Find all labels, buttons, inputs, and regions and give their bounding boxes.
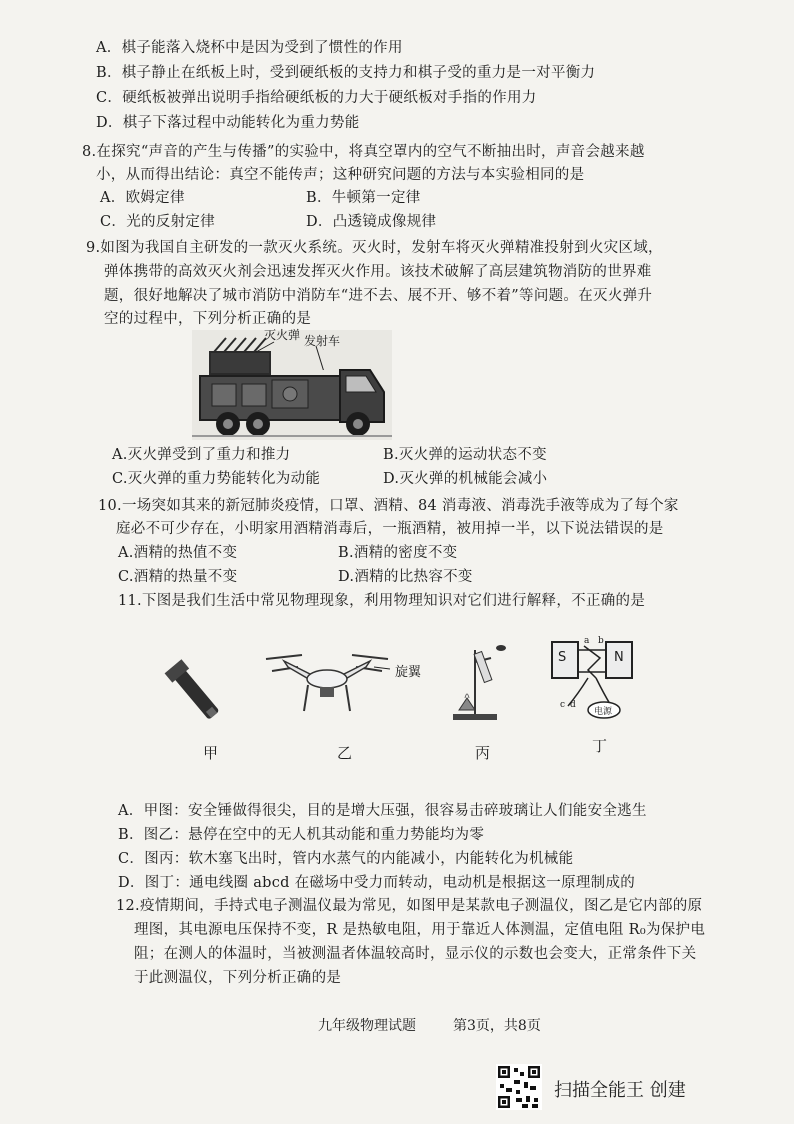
label-north-pole: N (614, 650, 624, 665)
q8-option-d: D．凸透镜成像规律 (306, 214, 437, 230)
fig-label-jia: 甲 (203, 744, 219, 762)
q11-option-b: B．图乙：悬停在空中的无人机其动能和重力势能均为零 (118, 827, 485, 843)
q9-stem-line1: 9.如图为我国自主研发的一款灭火系统。灭火时，发射车将灭火弹精准投射到火灾区域， (86, 240, 663, 256)
safety-hammer-figure (160, 655, 230, 727)
q10-option-c: C.酒精的热量不变 (118, 569, 238, 585)
q9-option-c: C.灭火弹的重力势能转化为动能 (112, 471, 321, 487)
q8-option-c: C．光的反射定律 (100, 214, 215, 230)
label-coil-a: a (584, 636, 590, 646)
q9-option-d: D.灭火弹的机械能会减小 (383, 471, 548, 487)
fig-label-ding: 丁 (592, 737, 608, 755)
q11-option-c: C．图丙：软木塞飞出时，管内水蒸气的内能减小，内能转化为机械能 (118, 851, 574, 867)
q8-option-a: A．欧姆定律 (100, 190, 185, 206)
q7-option-c: C．硬纸板被弹出说明手指给硬纸板的力大于硬纸板对手指的作用力 (96, 90, 537, 106)
q12-stem-line3: 阻；在测人的体温时，当被测温者体温较高时，显示仪的示数也会变大，正常条件下关 (134, 946, 697, 962)
label-coil-b: b (598, 636, 604, 646)
q10-option-b: B.酒精的密度不变 (338, 545, 458, 561)
scanner-label: 扫描全能王 创建 (554, 1080, 686, 1101)
q8-stem-line2: 小，从而得出结论：真空不能传声；这种研究问题的方法与本实验相同的是 (96, 167, 585, 183)
q8-option-b: B．牛顿第一定律 (306, 190, 421, 206)
q7-option-b: B．棋子静止在纸板上时，受到硬纸板的支持力和棋子受的重力是一对平衡力 (96, 65, 596, 81)
q12-stem-line4: 于此测温仪，下列分析正确的是 (134, 970, 342, 986)
q9-stem-line4: 空的过程中，下列分析正确的是 (104, 311, 312, 327)
label-coil-d: d (570, 700, 576, 710)
label-south-pole: S (558, 650, 567, 665)
q9-stem-line3: 题，很好地解决了城市消防中消防车“进不去、展不开、够不着”等问题。在灭火弹升 (104, 288, 653, 304)
label-rotor: 旋翼 (395, 665, 422, 680)
q9-option-b: B.灭火弹的运动状态不变 (383, 447, 547, 463)
q7-option-a: A．棋子能落入烧杯中是因为受到了惯性的作用 (96, 40, 403, 56)
cork (496, 645, 506, 651)
q11-option-a: A．甲图：安全锤做得很尖，目的是增大压强，很容易击碎玻璃让人们能安全逃生 (118, 803, 647, 819)
q9-option-a: A.灭火弹受到了重力和推力 (112, 447, 291, 463)
label-power-source: 电源 (594, 707, 613, 717)
q10-stem-line2: 庭必不可少存在，小明家用酒精消毒后，一瓶酒精，被用掉一半，以下说法错误的是 (116, 521, 664, 537)
fire-truck-figure (192, 330, 392, 440)
label-launch-truck: 发射车 (304, 334, 341, 348)
fig-label-yi: 乙 (337, 744, 353, 762)
q10-option-a: A.酒精的热值不变 (118, 545, 238, 561)
footer-exam-title: 九年级物理试题 (318, 1018, 416, 1034)
q7-option-d: D．棋子下落过程中动能转化为重力势能 (96, 115, 360, 131)
q10-stem-line1: 10.一场突如其来的新冠肺炎疫情，口罩、酒精、84 消毒液、消毒洗手液等成为了每个家 (98, 498, 679, 514)
test-tube-figure (445, 640, 511, 724)
q11-stem: 11.下图是我们生活中常见物理现象，利用物理知识对它们进行解释，不正确的是 (118, 593, 646, 609)
q8-stem-line1: 8.在探究“声音的产生与传播”的实验中，将真空罩内的空气不断抽出时，声音会越来越 (82, 144, 645, 160)
q12-stem-line1: 12.疫情期间，手持式电子测温仪最为常见，如图甲是某款电子测温仪，图乙是它内部的原 (116, 898, 703, 914)
fig-label-bing: 丙 (475, 744, 491, 762)
motor-coil-figure (548, 628, 636, 724)
qr-code-icon (496, 1064, 542, 1110)
label-coil-c: c (560, 700, 566, 710)
q9-stem-line2: 弹体携带的高效灭火剂会迅速发挥灭火作用。该技术破解了高层建筑物消防的世界难 (104, 264, 652, 280)
q12-stem-line2: 理图，其电源电压保持不变，R 是热敏电阻，用于靠近人体测温，定值电阻 R₀为保护电 (134, 922, 706, 938)
label-fire-bomb: 灭火弹 (264, 328, 301, 342)
q11-option-d: D．图丁：通电线圈 abcd 在磁场中受力而转动，电动机是根据这一原理制成的 (118, 875, 636, 891)
footer-page-info: 第3页，共8页 (453, 1018, 541, 1034)
drone-figure (262, 645, 392, 717)
q10-option-d: D.酒精的比热容不变 (338, 569, 473, 585)
